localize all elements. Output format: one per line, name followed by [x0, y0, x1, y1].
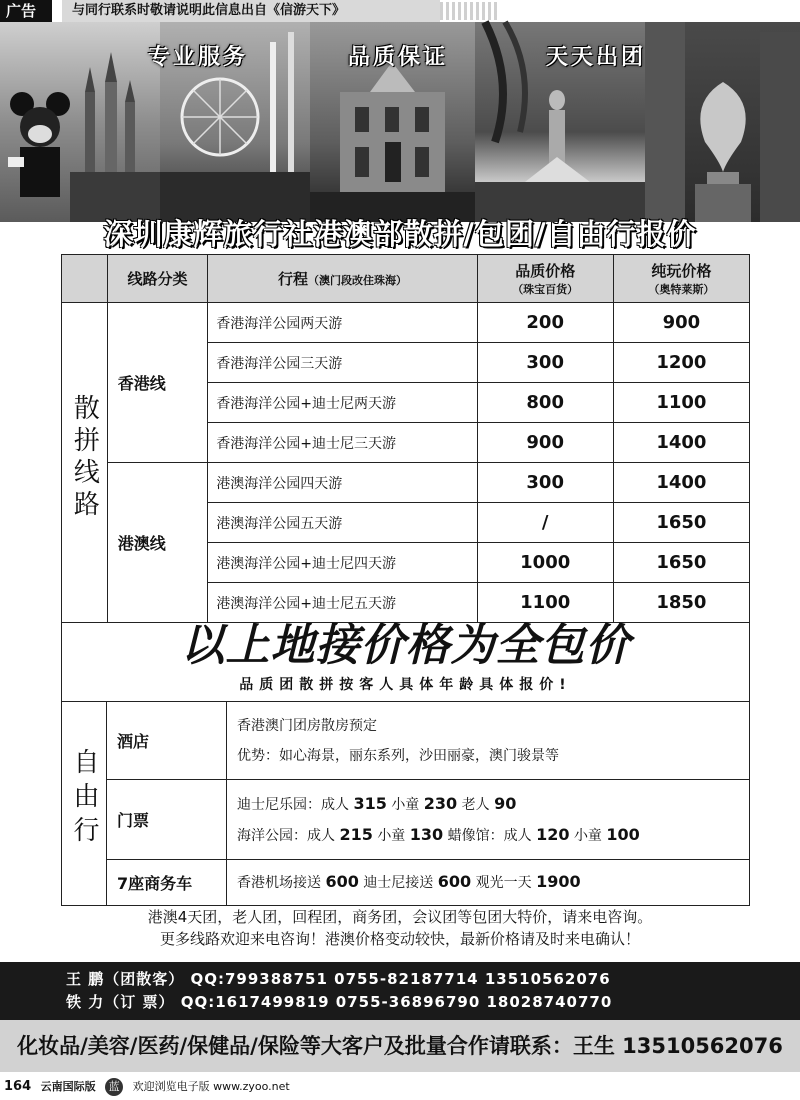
ocean-child-label: 小童 — [377, 827, 406, 844]
section-label-group-tours — [62, 303, 108, 623]
header-category: 线路分类 — [107, 255, 208, 303]
wax-adult-price: 120 — [536, 824, 570, 844]
free-travel-table — [61, 701, 750, 906]
header-route-note: （澳门段改住珠海） — [307, 274, 407, 287]
header-pure-label: 纯玩价格 — [651, 262, 712, 280]
pure-price: 1650 — [613, 543, 749, 583]
route-name: 香港海洋公园+迪士尼三天游 — [208, 423, 477, 463]
route-name: 香港海洋公园+迪士尼两天游 — [208, 383, 477, 423]
page-footer — [0, 1074, 800, 1100]
vertical-label: 自由行 — [69, 747, 99, 850]
contact-name: 铁 力（订 票） — [66, 993, 175, 1011]
wax-prefix: 蜡像馆：成人 — [447, 827, 532, 844]
disney-senior-price: 90 — [494, 793, 517, 813]
bauhinia-sculpture-illustration — [645, 22, 800, 222]
route-name: 港澳海洋公园五天游 — [208, 503, 477, 543]
hotel-line-1: 香港澳门团房散房预定 — [237, 717, 377, 734]
sightseeing-label: 观光一天 — [475, 875, 532, 891]
decorative-pattern — [440, 2, 500, 20]
pure-price: 900 — [613, 303, 749, 343]
disney-adult-price: 315 — [353, 793, 387, 813]
slogan-professional: 专业服务 — [148, 45, 249, 70]
quality-price: 900 — [477, 423, 613, 463]
disney-child-price: 230 — [423, 793, 458, 813]
mickey-castle-illustration — [0, 22, 160, 222]
route-name: 港澳海洋公园+迪士尼五天游 — [208, 583, 477, 623]
pure-price: 1400 — [613, 423, 749, 463]
promo-note-1: 港澳4天团，老人团，回程团，商务团，会议团等包团大特价，请来电咨询。 — [147, 908, 653, 926]
route-name: 港澳海洋公园+迪士尼四天游 — [208, 543, 477, 583]
top-notice-bar — [0, 0, 800, 22]
contact-row — [66, 991, 800, 1014]
ocean-prefix: 海洋公园：成人 — [237, 827, 335, 844]
quality-price: 300 — [477, 463, 613, 503]
hotel-detail — [227, 702, 750, 780]
contact-row — [66, 968, 800, 991]
pure-price: 1850 — [613, 583, 749, 623]
all-inclusive-headline: 以上地接价格为全包价 — [180, 620, 631, 671]
page-number: 164 — [4, 1079, 32, 1094]
vertical-label: 散拼线路 — [69, 393, 100, 522]
group-tour-price-table — [61, 254, 750, 623]
header-quality-label: 品质价格 — [515, 262, 576, 280]
edition-label: 云南国际版 — [40, 1080, 96, 1093]
header-pure-note: （奥特莱斯） — [648, 283, 715, 296]
quality-price: 1100 — [477, 583, 613, 623]
quality-price: 800 — [477, 383, 613, 423]
disney-transfer-label: 迪士尼接送 — [363, 875, 434, 891]
pure-price: 1400 — [613, 463, 749, 503]
van-label: 7座商务车 — [107, 860, 227, 906]
website-note: 欢迎浏览电子版 www.zyoo.net — [132, 1080, 290, 1093]
airport-transfer-label: 香港机场接送 — [237, 875, 321, 891]
tickets-detail — [227, 780, 750, 860]
contact-name: 王 鹏（团散客） — [66, 970, 185, 988]
source-notice: 与同行联系时敬请说明此信息出自《信游天下》 — [62, 0, 440, 22]
disney-child-label: 小童 — [391, 796, 420, 813]
sightseeing-price: 1900 — [536, 872, 581, 891]
van-detail — [227, 860, 750, 906]
publication-logo-icon: 蓝 — [105, 1078, 123, 1096]
disneyland-photo — [0, 22, 160, 222]
header-pure-price — [613, 255, 749, 303]
hotel-line-2: 优势：如心海景，丽东系列，沙田丽豪，澳门骏景等 — [237, 747, 559, 764]
quality-price: 1000 — [477, 543, 613, 583]
promo-notes — [0, 906, 800, 950]
route-name: 香港海洋公园两天游 — [208, 303, 477, 343]
disney-prefix: 迪士尼乐园：成人 — [237, 796, 349, 813]
group-hk-macau: 港澳线 — [107, 463, 208, 623]
route-name: 香港海洋公园三天游 — [208, 343, 477, 383]
header-quality-note: （珠宝百货） — [512, 283, 579, 296]
slogan-quality: 品质保证 — [348, 45, 449, 70]
quality-price: / — [477, 503, 613, 543]
disney-ticket-line — [237, 789, 739, 820]
age-pricing-note: 品质团散拼按客人具体年龄具体报价! — [239, 677, 572, 693]
pure-price: 1100 — [613, 383, 749, 423]
airport-transfer-price: 600 — [325, 872, 359, 891]
quality-price: 200 — [477, 303, 613, 343]
header-route — [208, 255, 477, 303]
all-inclusive-note — [61, 620, 750, 701]
header-quality-price — [477, 255, 613, 303]
tickets-label: 门票 — [107, 780, 227, 860]
ad-label: 广告 — [0, 0, 52, 22]
ocean-wax-ticket-line — [237, 820, 739, 851]
wax-child-price: 100 — [606, 824, 640, 844]
corner-cell — [62, 255, 108, 303]
header-route-label: 行程 — [277, 270, 308, 288]
bulk-cooperation-contact: 化妆品/美容/医药/保健品/保险等大客户及批量合作请联系：王生 13510562076 — [0, 1020, 800, 1072]
hotel-label: 酒店 — [107, 702, 227, 780]
group-hongkong: 香港线 — [107, 303, 208, 463]
contact-info: QQ:799388751 0755-82187714 13510562076 — [190, 970, 611, 988]
disney-transfer-price: 600 — [437, 872, 472, 891]
promo-note-2: 更多线路欢迎来电咨询！港澳价格变动较快，最新价格请及时来电确认！ — [159, 930, 640, 948]
pure-price: 1200 — [613, 343, 749, 383]
golden-bauhinia-photo — [645, 22, 800, 222]
section-label-free-travel — [62, 702, 107, 906]
contact-info: QQ:1617499819 0755-36896790 18028740770 — [180, 993, 613, 1011]
wax-child-label: 小童 — [573, 827, 602, 844]
ocean-adult-price: 215 — [339, 824, 373, 844]
photo-banner — [0, 22, 800, 251]
contact-band — [0, 962, 800, 1020]
disney-senior-label: 老人 — [461, 796, 490, 813]
page-title: 深圳康辉旅行社港澳部散拼/包团/自由行报价 — [103, 217, 697, 251]
quality-price: 300 — [477, 343, 613, 383]
slogan-daily-departure: 天天出团 — [546, 45, 647, 70]
ocean-child-price: 130 — [409, 824, 444, 844]
pure-price: 1650 — [613, 503, 749, 543]
route-name: 港澳海洋公园四天游 — [208, 463, 477, 503]
